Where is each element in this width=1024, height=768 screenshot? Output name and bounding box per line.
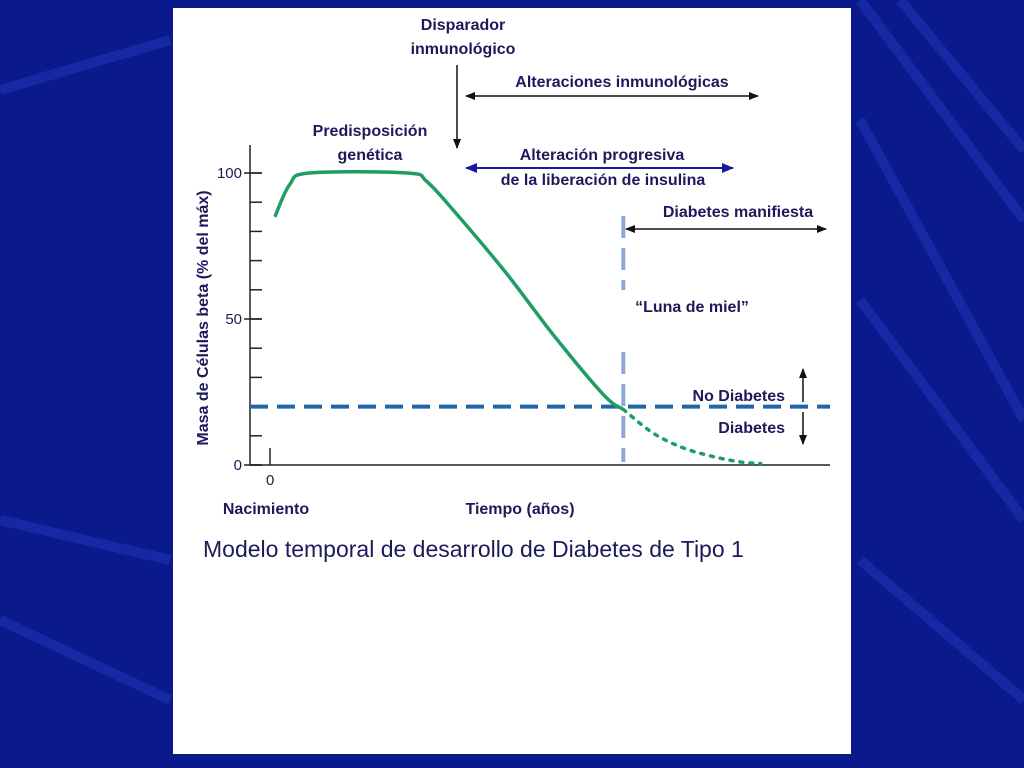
beta-cell-curve	[275, 172, 623, 410]
x-start-label: Nacimiento	[222, 501, 310, 518]
genetic-label-line2: genética	[337, 147, 403, 164]
genetic-label-line1: Predisposición	[312, 123, 428, 140]
y-major-ticks	[217, 165, 262, 474]
immune-alterations-label: Alteraciones inmunológicas	[515, 74, 729, 91]
figure-caption: Modelo temporal de desarrollo de Diabetes de Tipo 1	[203, 536, 744, 562]
x-axis-title: Tiempo (años)	[465, 501, 575, 518]
progressive-label-line1: Alteración progresiva	[519, 147, 685, 164]
trigger-label-line2: inmunológico	[410, 41, 516, 58]
y-axis-title: Masa de Células beta (% del máx)	[195, 190, 212, 446]
manifest-diabetes-label: Diabetes manifiesta	[662, 204, 814, 221]
diabetes-label: Diabetes	[718, 420, 785, 437]
progressive-label-line2: de la liberación de insulina	[500, 172, 706, 189]
y-tick-label: 100	[216, 165, 242, 182]
trigger-label-line1: Disparador	[420, 17, 506, 34]
y-tick-label: 50	[225, 311, 242, 328]
y-tick-label: 0	[233, 457, 242, 474]
honeymoon-label: “Luna de miel”	[635, 299, 749, 316]
x-tick-label: 0	[266, 472, 275, 489]
no-diabetes-label: No Diabetes	[692, 388, 785, 405]
